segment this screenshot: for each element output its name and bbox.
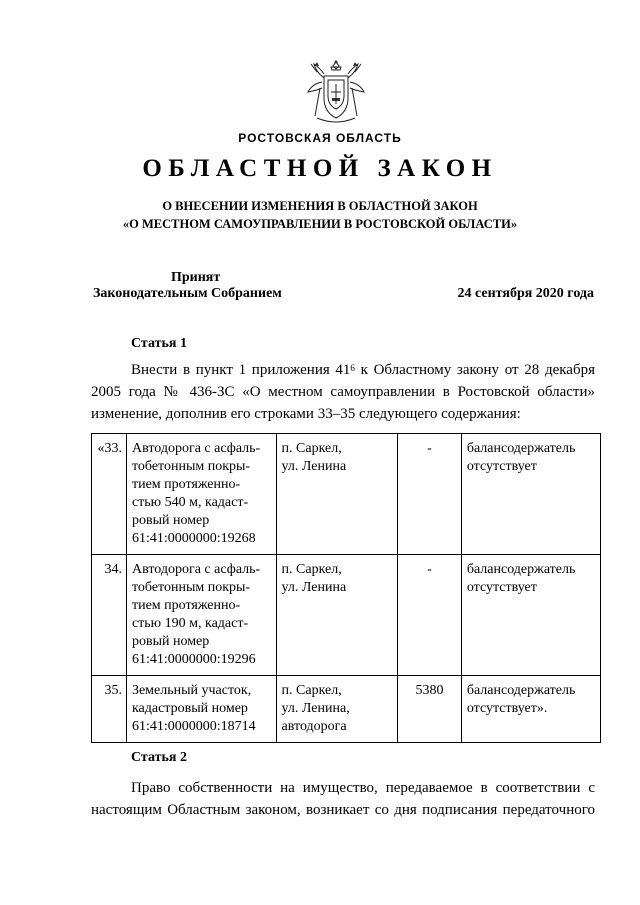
cell-addr bbox=[276, 676, 398, 743]
property-table bbox=[91, 433, 601, 743]
cell-num-line: 35. bbox=[104, 683, 122, 698]
table-row bbox=[92, 434, 601, 555]
coat-of-arms-icon bbox=[305, 58, 367, 124]
article-1-line-2: 2005 года № 436-ЗС «О местном самоуправлении в Ростовской области» bbox=[91, 384, 595, 400]
cell-addr-line: п. Саркел, bbox=[281, 562, 342, 577]
cell-name-line: ровый номер bbox=[131, 634, 210, 649]
cell-addr-line: п. Саркел, bbox=[281, 683, 342, 698]
cell-holder-line: отсутствует». bbox=[466, 701, 548, 716]
cell-name-line: кадастровый номер bbox=[131, 701, 248, 716]
article-2-text bbox=[91, 777, 595, 821]
cell-area bbox=[398, 434, 462, 555]
article-2-line-2: настоящим Областным законом, возникает со дня подписания передаточного bbox=[91, 802, 595, 818]
cell-name-line: 61:41:0000000:18714 bbox=[131, 719, 256, 734]
cell-name bbox=[126, 676, 276, 743]
cell-num bbox=[92, 434, 127, 555]
cell-num bbox=[92, 555, 127, 676]
cell-name-line: тием протяженно- bbox=[131, 477, 241, 492]
law-subtitle-line1: О ВНЕСЕНИИ ИЗМЕНЕНИЯ В ОБЛАСТНОЙ ЗАКОН bbox=[162, 199, 478, 213]
cell-holder bbox=[461, 434, 600, 555]
cell-area-line: - bbox=[427, 441, 432, 456]
cell-holder-line: отсутствует bbox=[466, 580, 537, 595]
cell-name bbox=[126, 555, 276, 676]
article-1-line-3: изменение, дополнив его строками 33–35 следующего содержания: bbox=[91, 406, 521, 422]
cell-holder bbox=[461, 555, 600, 676]
cell-holder bbox=[461, 676, 600, 743]
adopted-by: Законодательным Собранием bbox=[93, 286, 282, 301]
table-row bbox=[92, 676, 601, 743]
article-1-line-1 bbox=[91, 359, 595, 381]
cell-name bbox=[126, 434, 276, 555]
appendix-superscript: 6 bbox=[350, 363, 355, 373]
cell-name-line: тием протяженно- bbox=[131, 598, 241, 613]
cell-holder-line: балансодержатель bbox=[466, 441, 576, 456]
cell-name-line: 61:41:0000000:19296 bbox=[131, 652, 256, 667]
cell-holder-line: балансодержатель bbox=[466, 562, 576, 577]
cell-addr-line: ул. Ленина bbox=[281, 580, 347, 595]
law-title: ОБЛАСТНОЙ ЗАКОН bbox=[142, 155, 498, 182]
article-2-heading: Статья 2 bbox=[131, 750, 187, 765]
cell-addr-line: ул. Ленина bbox=[281, 459, 347, 474]
cell-name-line: тобетонным покры- bbox=[131, 459, 251, 474]
law-subtitle-line2: «О МЕСТНОМ САМОУПРАВЛЕНИИ В РОСТОВСКОЙ ОБЛАСТИ» bbox=[122, 217, 518, 231]
cell-area bbox=[398, 555, 462, 676]
cell-addr bbox=[276, 555, 398, 676]
cell-area bbox=[398, 676, 462, 743]
cell-name-line: стью 190 м, кадаст- bbox=[131, 616, 249, 631]
cell-addr bbox=[276, 434, 398, 555]
property-table-body bbox=[92, 434, 601, 743]
cell-num-line: 34. bbox=[104, 562, 122, 577]
adoption-date: 24 сентября 2020 года bbox=[457, 286, 594, 301]
cell-addr-line: автодорога bbox=[281, 719, 347, 734]
article-1-text bbox=[91, 359, 595, 425]
cell-addr-line: ул. Ленина, bbox=[281, 701, 350, 716]
cell-holder-line: балансодержатель bbox=[466, 683, 576, 698]
article-1-heading: Статья 1 bbox=[131, 336, 187, 351]
table-row bbox=[92, 555, 601, 676]
cell-num-line: «33. bbox=[97, 441, 122, 456]
cell-name-line: Автодорога с асфаль- bbox=[131, 441, 261, 456]
cell-area-line: 5380 bbox=[415, 683, 444, 698]
article-1-line-1-b: к Областному закону от 28 декабря bbox=[354, 362, 595, 378]
cell-holder-line: отсутствует bbox=[466, 459, 537, 474]
cell-area-line: - bbox=[427, 562, 432, 577]
cell-name-line: ровый номер bbox=[131, 513, 210, 528]
cell-addr-line: п. Саркел, bbox=[281, 441, 342, 456]
article-2-line-1: Право собственности на имущество, передаваемое в соответствии с bbox=[131, 780, 595, 796]
article-1-line-1-a: Внести в пункт 1 приложения 41 bbox=[131, 362, 351, 378]
cell-num bbox=[92, 676, 127, 743]
cell-name-line: стью 540 м, кадаст- bbox=[131, 495, 249, 510]
cell-name-line: 61:41:0000000:19268 bbox=[131, 531, 256, 546]
cell-name-line: Автодорога с асфаль- bbox=[131, 562, 261, 577]
cell-name-line: тобетонным покры- bbox=[131, 580, 251, 595]
adopted-label: Принят bbox=[171, 270, 221, 285]
cell-name-line: Земельный участок, bbox=[131, 683, 252, 698]
region-name: РОСТОВСКАЯ ОБЛАСТЬ bbox=[238, 131, 402, 145]
